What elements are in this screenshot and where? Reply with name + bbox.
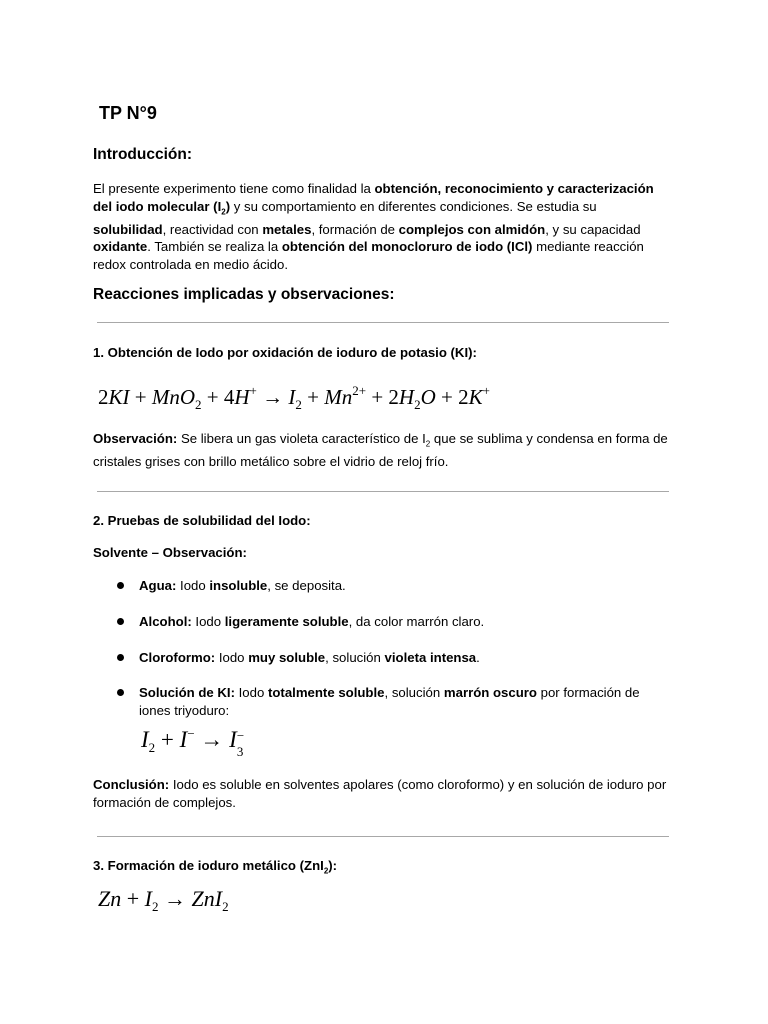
section-2-title: 2. Pruebas de solubilidad del Iodo: [93,513,311,528]
bullet-icon [117,654,124,661]
bullet-icon [117,618,124,625]
bullet-icon [117,689,124,696]
equation-iodine-oxidation: $2KI + MnO_2 + 4H^+ \to I_2 + Mn^{2+} + 2H_2O + 2K^+$ [98,383,490,412]
divider [97,491,669,492]
equation-zinc-iodide: $Zn + I_2 \to ZnI_2$ [98,886,229,914]
intro-paragraph: El presente experimento tiene como finalidad la obtención, reconocimiento y caracterización del iodo molecular $(I_2)$ y su comportamiento en diferentes condiciones. Se estudia su solubilidad, reactividad con metales, formación de complejos con almidón, y su capacidad oxidante. También se realiza la obtención del monocloruro de iodo (ICl) mediante reacción redox controlada en medio ácido. [93,181,654,273]
document-title: TP N°9 [99,103,157,123]
conclusion: Conclusión: Iodo es soluble en solventes apolares (como cloroformo) y en solución de ioduro por formación de complejos. [93,777,667,810]
observation-1: Observación: Se libera un gas violeta característico de $I_2$ que se sublima y condensa en forma de cristales grises con brillo metálico sobre el vidrio de reloj frío. [93,431,668,470]
equation-triiodide: $I_2 + I^- \to I$ − 3 [141,726,245,759]
intro-heading: Introducción: [93,146,193,163]
divider [97,322,669,323]
divider [97,836,669,837]
section-2-subtitle: Solvente – Observación: [93,545,247,560]
section-3-title: 3. Formación de ioduro metálico (ZnI$_2$): [93,858,338,876]
section-1-title: 1. Obtención de Iodo por oxidación de ioduro de potasio (KI): [93,345,477,360]
reactions-heading: Reacciones implicadas y observaciones: [93,286,395,303]
bullet-icon [117,582,124,589]
